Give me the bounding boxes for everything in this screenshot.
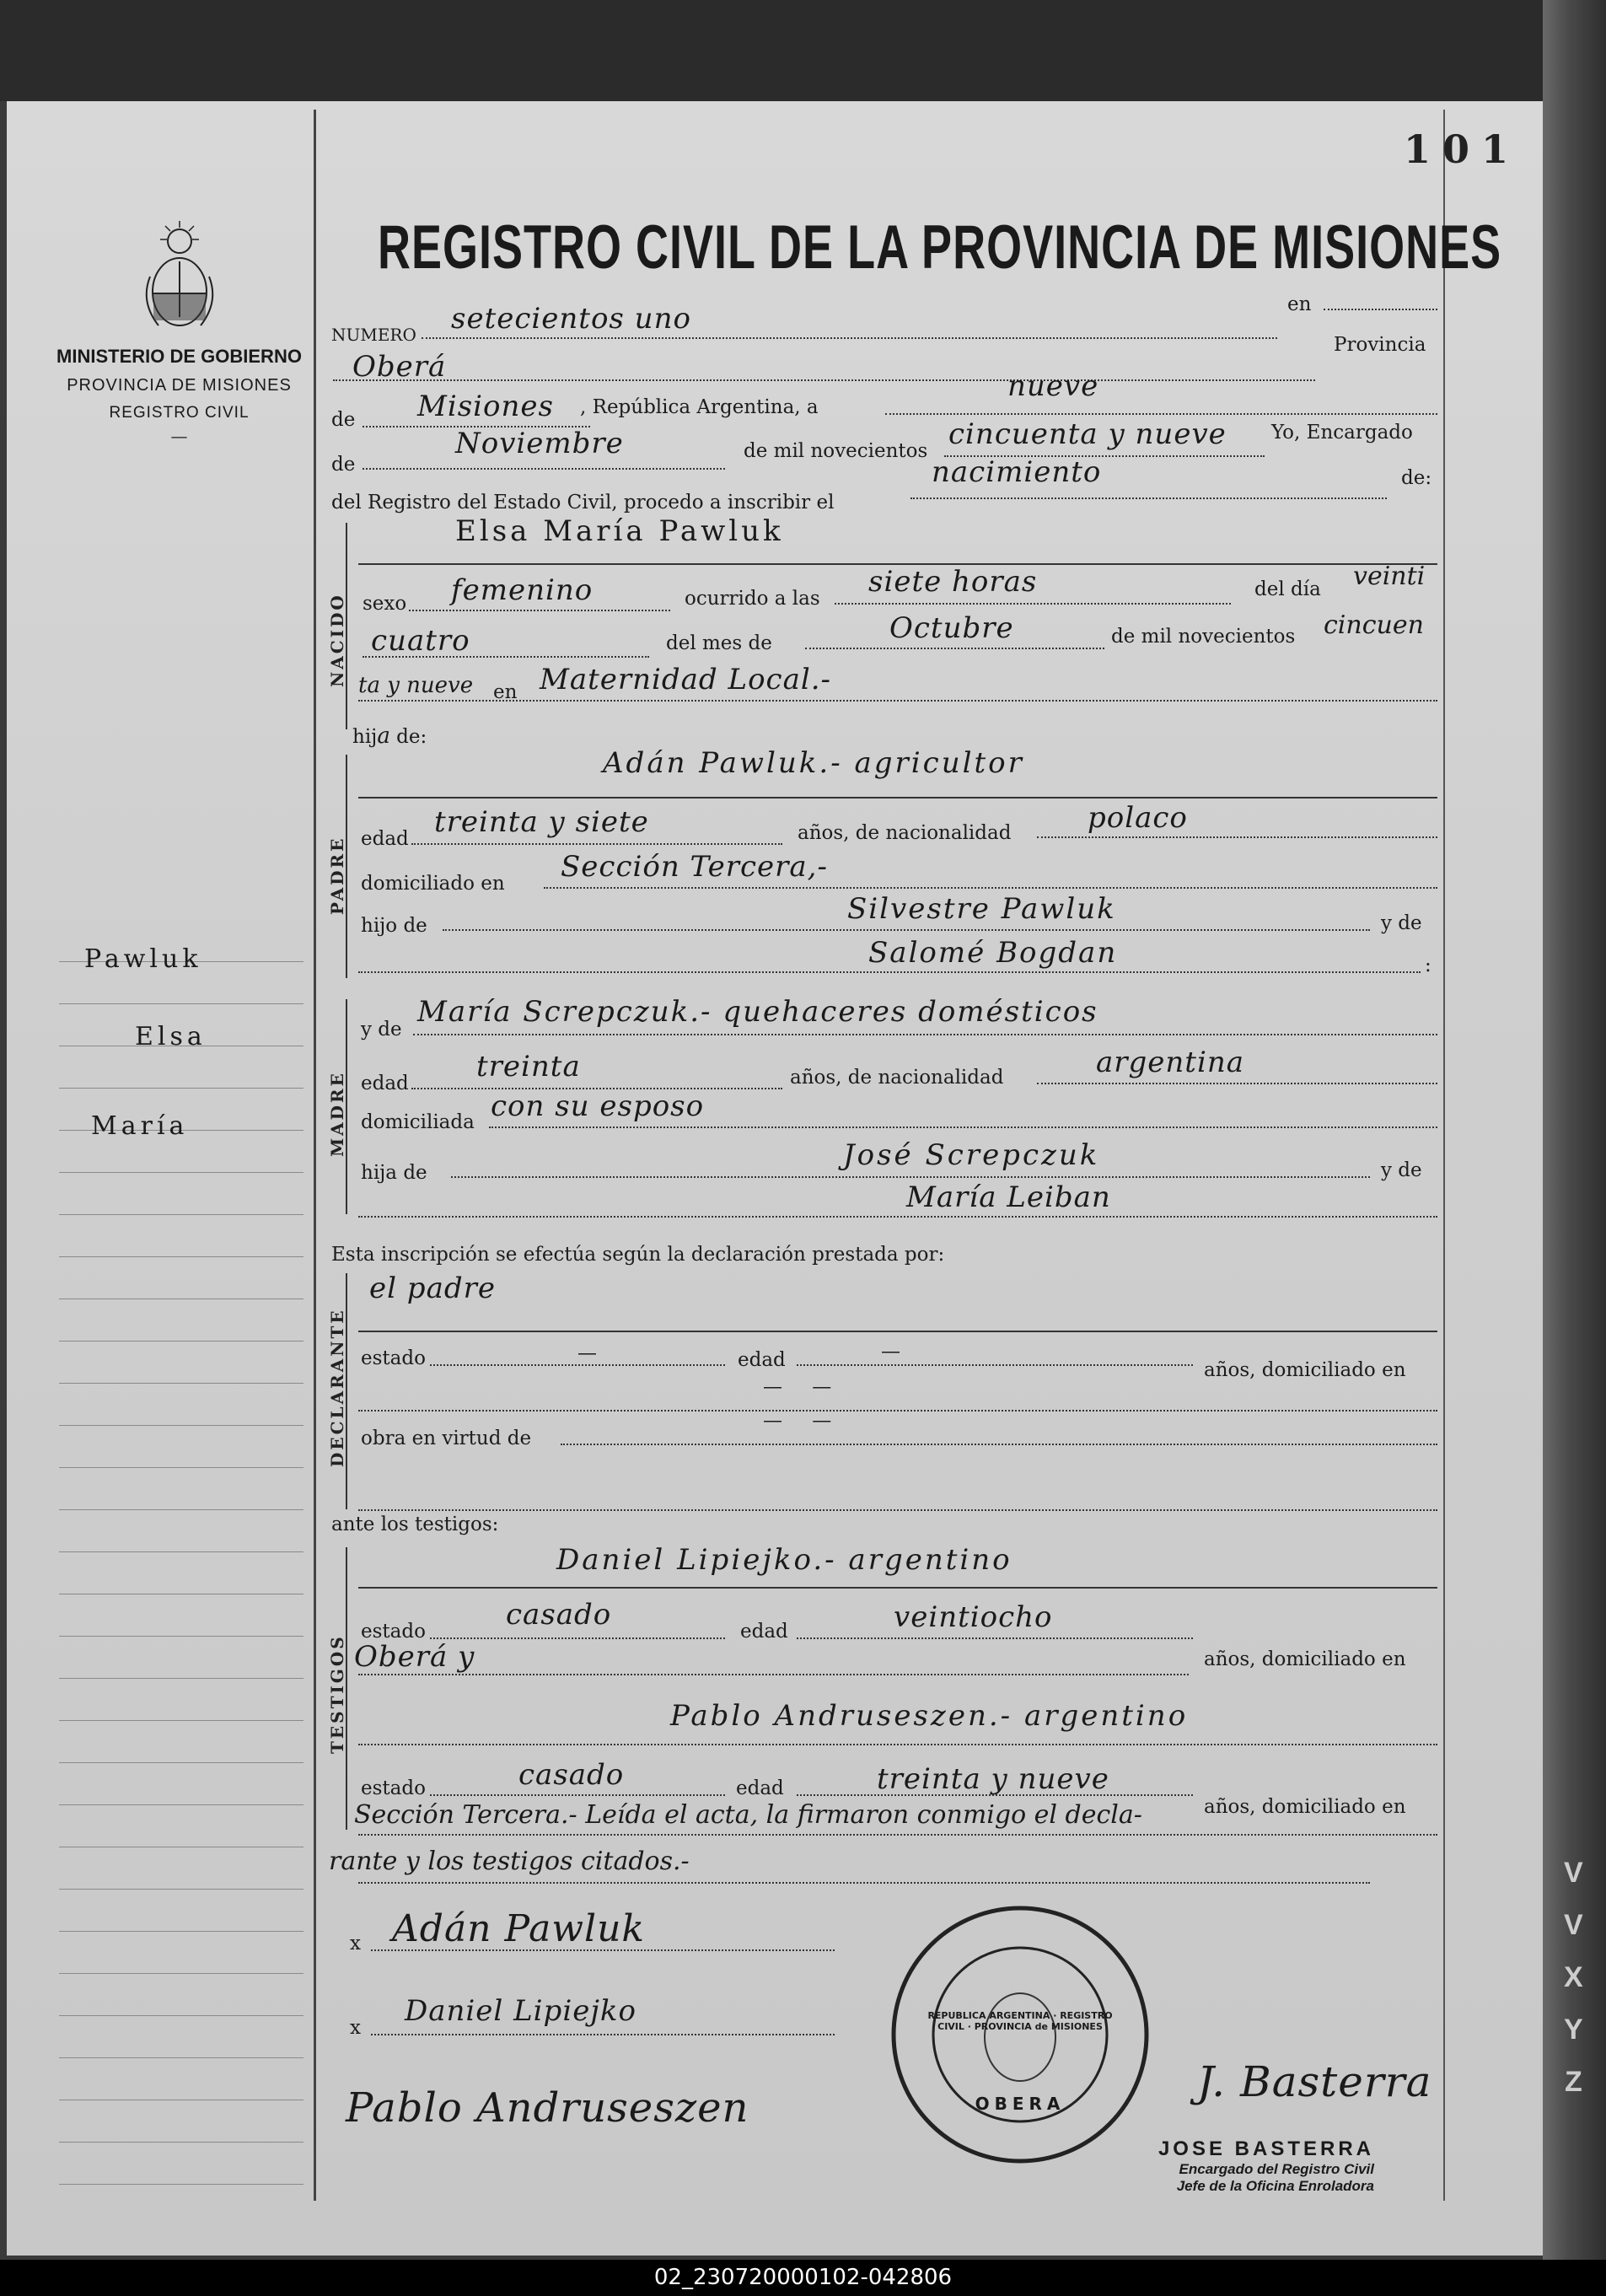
margin-ruled-line [59,1509,303,1510]
dotted-line [363,656,649,658]
value-dia-nac-1: veinti [1353,562,1426,591]
official-seal [889,1904,1151,2165]
edge-letter: X [1564,1961,1583,1993]
dotted-line [451,1176,1370,1178]
side-label-declarante: DECLARANTE [327,1308,347,1467]
dotted-line [333,379,1315,381]
label-domiciliada: domiciliada [361,1111,475,1133]
page-number: 101 [1404,126,1521,172]
value-padre-edad: treinta y siete [434,805,649,839]
dotted-line [1037,836,1437,838]
value-numero: setecientos uno [451,302,691,336]
label-numero: NUMERO [331,325,416,345]
dotted-line [358,1216,1437,1218]
edge-letter: Z [1564,2066,1582,2098]
margin-ruled-line [59,1172,303,1173]
dotted-line [430,1794,725,1796]
official-role-1: Encargado del Registro Civil [1179,2161,1374,2177]
label-anos-nac-madre: años, de nacionalidad [790,1067,1004,1089]
label-estado-t2: estado [361,1777,426,1799]
signature-testigo-2: Pablo Andruseszen [346,2084,749,2132]
value-padre-nac: polaco [1088,801,1188,835]
side-label-nacido: NACIDO [327,593,347,687]
value-t1-dom: Oberá y [354,1640,475,1674]
label-colon: : [1425,954,1431,976]
side-label-testigos: TESTIGOS [327,1634,347,1754]
value-testigo-1: Daniel Lipiejko.- argentino [556,1543,1012,1577]
dotted-line [371,1949,835,1951]
dotted-line [544,887,1437,889]
margin-ruled-line [59,1425,303,1426]
dotted-line [413,1034,1437,1035]
margin-ruled-line [59,1256,303,1257]
label-de-2: de [331,454,356,476]
margin-first-name: Elsa [135,1022,207,1051]
dotted-line [797,1794,1193,1796]
value-anio-nac-2: ta y nueve [358,673,474,698]
label-obra: obra en virtud de [361,1428,532,1449]
dotted-line [358,971,1421,973]
value-anio-nac-1: cincuen [1324,610,1424,640]
label-hij [352,723,427,749]
dotted-line [430,1364,725,1366]
label-de-colon: de: [1401,467,1432,489]
dotted-line [910,497,1387,499]
value-acto: nacimiento [932,455,1102,489]
label-edad-decl: edad [738,1349,786,1371]
dotted-line [797,1364,1193,1366]
signature-marker-1: x [350,1933,361,1955]
dotted-line [835,603,1231,605]
dotted-line [358,1882,1370,1884]
label-estado-decl: estado [361,1347,426,1369]
label-anos-dom-t2: años, domiciliado en [1204,1796,1406,1818]
label-del-registro: del Registro del Estado Civil, procedo a inscribir el [331,492,835,514]
label-y-de-madre: y de [361,1019,402,1040]
value-dia: nueve [1007,369,1099,403]
label-estado-t1: estado [361,1621,426,1643]
page-title: REGISTRO CIVIL DE LA PROVINCIA DE MISIONES [378,213,1502,282]
margin-ruled-line [59,1467,303,1468]
margin-ruled-line [59,1003,303,1004]
value-madre-dom: con su esposo [491,1089,705,1123]
dotted-line [411,843,782,845]
signature-official: J. Basterra [1197,2057,1432,2106]
dotted-line [363,468,725,470]
value-padre-hijo-de: Silvestre Pawluk [847,892,1116,926]
label-ocurrido: ocurrido a las [685,588,820,610]
margin-second-name: María [91,1111,189,1141]
margin-ruled-line [59,1889,303,1890]
margin-ruled-line [59,2142,303,2143]
label-de-mil-2: de mil novecientos [1111,626,1296,648]
value-anio: cincuenta y nueve [948,417,1227,451]
label-edad-t1: edad [740,1621,788,1643]
value-decl-dom: — — [763,1376,844,1398]
separator-line [358,1331,1437,1332]
margin-ruled-line [59,1636,303,1637]
side-label-padre: PADRE [327,836,347,915]
dotted-line [358,1744,1437,1745]
dotted-line [430,1637,725,1639]
label-hija-de: hija de [361,1162,427,1184]
dotted-line [371,2034,835,2035]
value-sexo: femenino [451,573,594,607]
value-lugar: Oberá [352,350,447,384]
margin-ruled-line [59,1973,303,1974]
dotted-line [422,337,1277,339]
label-en-2: en [493,681,518,703]
value-t1-estado: casado [506,1598,612,1632]
ministry-line-1: MINISTERIO DE GOBIERNO [56,346,302,367]
label-y-de-madre-2: y de [1381,1159,1422,1181]
label-hij-prefix: hij [352,726,378,748]
value-padre-hijo-de-2: Salomé Bogdan [868,936,1118,970]
label-edad-t2: edad [736,1777,784,1799]
ministry-dash: — [170,426,188,446]
margin-ruled-line [59,1214,303,1215]
margin-surname: Pawluk [84,944,202,974]
label-domiciliado-en: domiciliado en [361,873,505,895]
label-republica: , República Argentina, a [580,396,819,418]
ministry-block [34,346,325,446]
dotted-line [1037,1083,1437,1084]
label-provincia: Provincia [1334,334,1426,356]
value-madre-edad: treinta [476,1050,581,1083]
margin-ruled-line [59,1931,303,1932]
dotted-line [409,610,670,611]
value-t2-edad: treinta y nueve [877,1762,1109,1796]
margin-ruled-line [59,1088,303,1089]
value-dia-nac-2: cuatro [371,624,470,658]
label-declaracion: Esta inscripción se efectúa según la declaración prestada por: [331,1244,945,1266]
ministry-line-3: REGISTRO CIVIL [109,404,250,422]
label-sexo: sexo [363,593,407,615]
value-decl-edad: — [881,1341,900,1363]
value-lugar-nac: Maternidad Local.- [540,663,832,696]
value-provincia: Misiones [417,390,554,423]
label-testigos: ante los testigos: [331,1514,499,1535]
signature-padre: Adán Pawluk [392,1907,646,1950]
label-en: en [1287,293,1312,315]
separator-line [358,1587,1437,1589]
dotted-line [797,1637,1193,1639]
dotted-line [1324,309,1437,310]
margin-ruled-line [59,1383,303,1384]
seal-outer-text: REPUBLICA ARGENTINA · REGISTRO CIVIL · PROVINCIA de MISIONES [927,2010,1113,2032]
value-madre-hija-de: José Screpczuk [843,1138,1100,1172]
right-rule [1443,110,1445,2201]
label-hij-de: de: [396,726,427,748]
label-de-mil: de mil novecientos [744,440,928,462]
label-anos-nac-padre: años, de nacionalidad [798,822,1012,844]
value-madre: María Screpczuk.- quehaceres domésticos [417,995,1098,1029]
seal-center-text: OBERA [975,2094,1066,2114]
dotted-line [805,648,1104,649]
edge-letter: V [1564,1857,1583,1889]
margin-ruled-line [59,1804,303,1805]
label-edad-padre: edad [361,828,409,850]
label-y-de-padre: y de [1381,912,1422,934]
dotted-line [489,1126,1437,1128]
value-hora: siete horas [868,565,1038,599]
edge-letter: V [1564,1909,1583,1941]
value-decl-obra: — — [763,1410,844,1432]
official-name: JOSE BASTERRA [1158,2137,1374,2160]
closing-line-2: rante y los testigos citados.- [329,1847,690,1876]
label-edad-madre: edad [361,1073,409,1094]
label-del-mes: del mes de [666,632,772,654]
dotted-line [561,1444,1437,1445]
label-hijo-de: hijo de [361,915,427,937]
value-mes-nac: Octubre [889,611,1014,645]
margin-ruled-line [59,2057,303,2058]
label-yo-encargado: Yo, Encargado [1271,422,1413,444]
label-de: de [331,409,356,431]
closing-line-1: Sección Tercera.- Leída el acta, la firmaron conmigo el decla- [354,1800,1142,1830]
dotted-line [885,413,1437,415]
edge-index-letters [1564,1847,1583,2108]
edge-letter: Y [1564,2014,1583,2046]
value-hij-suffix: a [377,723,390,749]
value-padre: Adán Pawluk.- agricultor [603,746,1024,780]
value-madre-hija-de-2: María Leiban [906,1180,1111,1214]
dotted-line [443,929,1370,931]
official-block [1096,2137,1374,2195]
dotted-line [358,1834,1437,1836]
dotted-line [358,1509,1437,1511]
value-testigo-2: Pablo Andruseszen.- argentino [670,1699,1189,1733]
label-anos-dom-decl: años, domiciliado en [1204,1359,1406,1381]
margin-ruled-line [59,1678,303,1679]
value-padre-dom: Sección Tercera,- [561,850,828,884]
coat-of-arms-icon [133,218,226,336]
separator-line [358,797,1437,798]
dotted-line [358,1674,1189,1675]
seal-rings [889,1904,1151,2165]
value-declarante: el padre [369,1272,496,1305]
official-role-2: Jefe de la Oficina Enroladora [1176,2178,1374,2194]
dotted-line [358,700,1437,702]
label-anos-dom-t1: años, domiciliado en [1204,1648,1406,1670]
value-t1-edad: veintiocho [894,1600,1053,1634]
margin-ruled-line [59,1720,303,1721]
label-del-dia: del día [1254,578,1321,600]
footer-code: 02_230720000102-042806 [653,2265,953,2290]
margin-ruled-line [59,1762,303,1763]
side-label-madre: MADRE [327,1071,347,1157]
margin-ruled-line [59,1551,303,1552]
margin-ruled-line [59,2015,303,2016]
ministry-line-2: PROVINCIA DE MISIONES [67,376,292,395]
scan-background-top [0,0,1606,101]
value-nombre: Elsa María Pawluk [455,514,784,548]
value-decl-estado: — [577,1342,597,1364]
value-t2-estado: casado [518,1758,625,1792]
value-mes: Noviembre [455,427,624,460]
signature-testigo-1: Daniel Lipiejko [405,1994,636,2028]
signature-marker-2: x [350,2017,361,2039]
margin-ruled-line [59,2184,303,2185]
margin-ruled-line [59,1341,303,1342]
value-madre-nac: argentina [1096,1046,1245,1079]
dotted-line [358,1410,1437,1411]
